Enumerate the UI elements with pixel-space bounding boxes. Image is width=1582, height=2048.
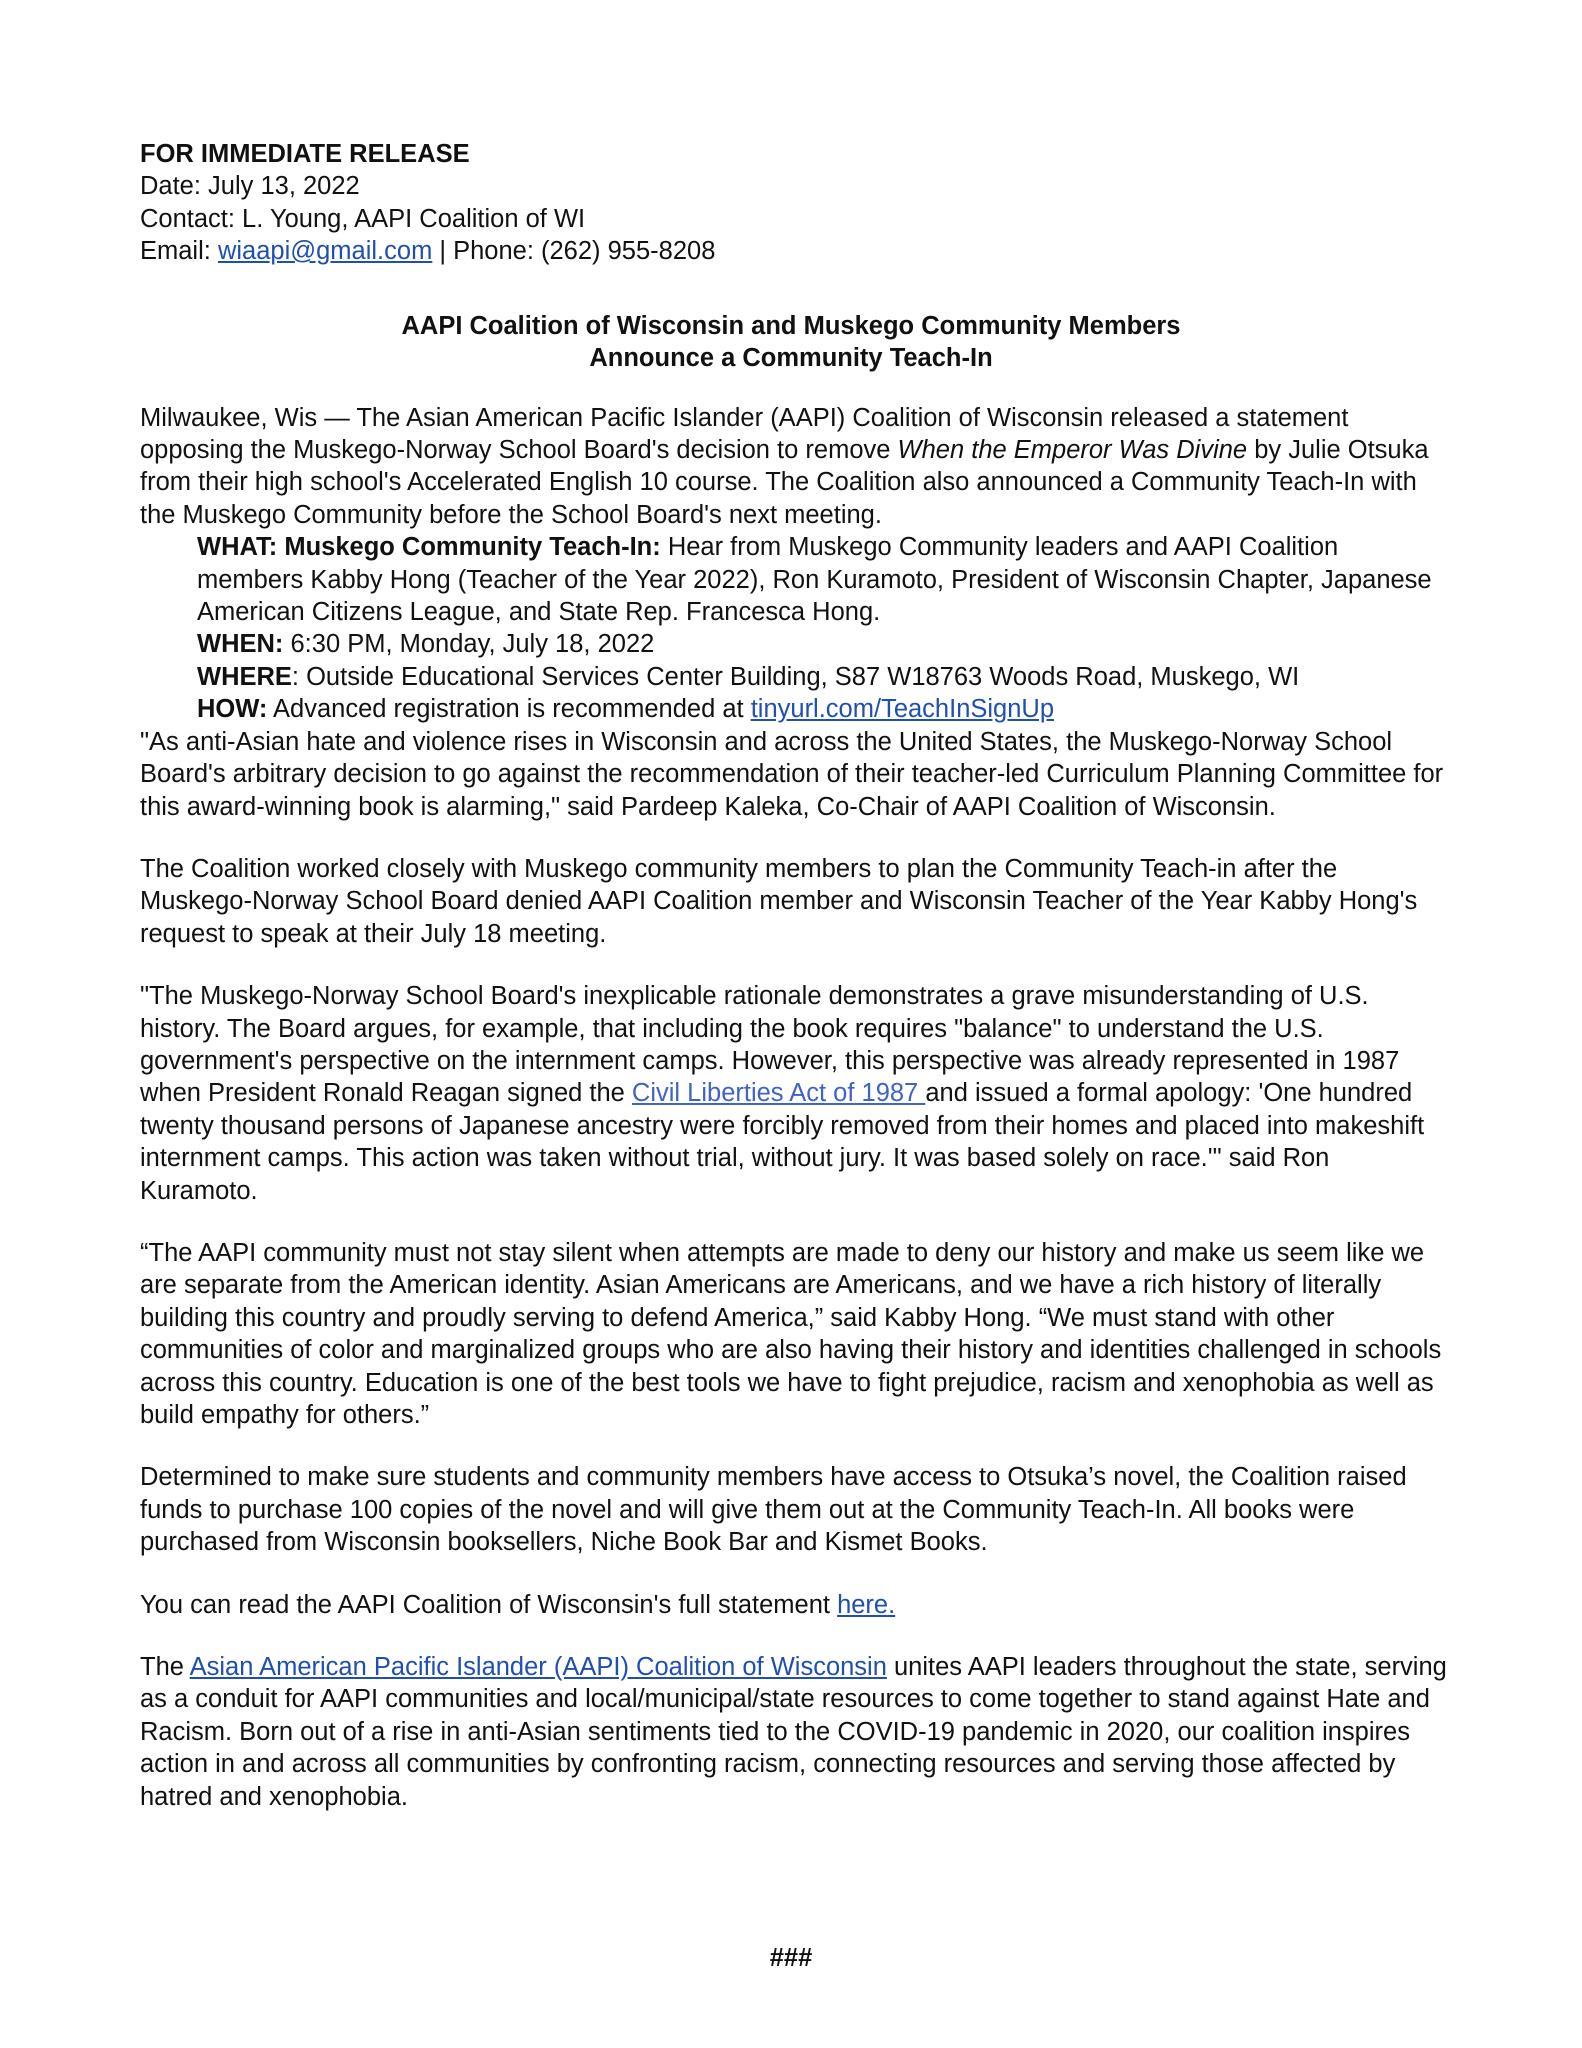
release-header xyxy=(140,138,1450,268)
about-prefix: The xyxy=(140,1653,190,1682)
statement-text: You can read the AAPI Coalition of Wisconsin's full statement xyxy=(140,1590,838,1619)
release-email-phone xyxy=(140,235,1450,267)
civil-liberties-act-link[interactable]: Civil Liberties Act of 1987 xyxy=(631,1079,926,1108)
phone-text: | Phone: (262) 955-8208 xyxy=(432,237,716,266)
where-text: : Outside Educational Services Center Building, S87 W18763 Woods Road, Muskego, WI xyxy=(291,662,1300,691)
press-release-document xyxy=(140,138,1450,1813)
event-where xyxy=(197,661,1450,693)
kaleka-quote-paragraph: "As anti-Asian hate and violence rises in Wisconsin and across the United States, the Muskego-Norway School Board's arbitrary decision to go against the recommendation of their teacher-led Curriculum Planning Committee for this award-winning book is alarming," said Pardeep Kaleka, Co-Chair of AAPI Coalition of Wisconsin. xyxy=(140,727,1444,821)
end-mark: ### xyxy=(769,1944,813,1972)
about-text: unites AAPI leaders throughout the state, serving as a conduit for AAPI communities and local/municipal/state resources to come together to stand against Hate and Racism. Born out of a rise in anti-Asian sentiments tied to the COVID-19 pandemic in 2020, our coalition inspires action in and across all communities by confronting racism, connecting resources and serving those affected by hatred and xenophobia. xyxy=(140,1653,1447,1811)
how-text: Advanced registration is recommended at xyxy=(267,695,751,724)
email-label: Email: xyxy=(140,237,218,266)
intro-text-2: by Julie Otsuka from their high school's Accelerated English 10 course. The Coalition also announced a Community Teach-In with the Muskego Community before the School Board's next meeting. xyxy=(140,436,1429,529)
full-statement-paragraph xyxy=(140,1589,1450,1621)
event-when xyxy=(197,628,1450,660)
kuramoto-text-2: and issued a formal apology: 'One hundred twenty thousand persons of Japanese ancestry were forcibly removed from their homes and placed into makeshift internment camps. This action was taken without trial, without jury. It was based solely on race.'" said Ron Kuramoto. xyxy=(140,1079,1425,1205)
when-text: 6:30 PM, Monday, July 18, 2022 xyxy=(283,630,655,659)
press-release-title xyxy=(0,310,1582,374)
what-label: WHAT: Muskego Community Teach-In: xyxy=(197,533,661,562)
books-paragraph: Determined to make sure students and community members have access to Otsuka’s novel, the Coalition raised funds to purchase 100 copies of the novel and will give them out at the Community Teach-In. All books were purchased from Wisconsin booksellers, Niche Book Bar and Kismet Books. xyxy=(140,1463,1407,1557)
signup-link[interactable]: tinyurl.com/TeachInSignUp xyxy=(750,695,1055,724)
email-link[interactable]: wiaapi@gmail.com xyxy=(217,237,433,266)
full-statement-link[interactable]: here. xyxy=(837,1590,896,1619)
event-what xyxy=(197,531,1450,628)
hong-quote-paragraph: “The AAPI community must not stay silent when attempts are made to deny our history and make us seem like we are separate from the American identity. Asian Americans are Americans, and we have a rich history of literally building this country and proudly serving to defend America,” said Kabby Hong. “We must stand with other communities of color and marginalized groups who are also having their history and identities challenged in schools across this country. Education is one of the best tools we have to fight prejudice, racism and xenophobia as well as build empathy for others.” xyxy=(140,1238,1442,1429)
intro-text-1: Milwaukee, Wis — The Asian American Pacific Islander (AAPI) Coalition of Wisconsin released a statement opposing the Muskego-Norway School Board's decision to remove xyxy=(140,403,1349,465)
book-title: When the Emperor Was Divine xyxy=(897,436,1248,465)
where-label: WHERE xyxy=(197,662,292,691)
what-text: Hear from Muskego Community leaders and AAPI Coalition members Kabby Hong (Teacher of the Year 2022), Ron Kuramoto, President of Wisconsin Chapter, Japanese American Citizens League, and State Rep. Francesca Hong. xyxy=(197,533,1432,627)
when-label: WHEN: xyxy=(197,630,284,659)
release-date: Date: July 13, 2022 xyxy=(140,172,360,201)
title-line-1: AAPI Coalition of Wisconsin and Muskego Community Members xyxy=(401,311,1181,340)
title-line-2: Announce a Community Teach-In xyxy=(589,343,993,372)
how-label: HOW: xyxy=(197,695,268,724)
event-how xyxy=(197,693,1450,725)
about-coalition-paragraph xyxy=(140,1651,1450,1813)
event-details xyxy=(197,531,1450,725)
release-label: FOR IMMEDIATE RELEASE xyxy=(140,140,470,168)
release-contact: Contact: L. Young, AAPI Coalition of WI xyxy=(140,204,586,233)
coalition-worked-paragraph: The Coalition worked closely with Muskego community members to plan the Community Teach-in after the Muskego-Norway School Board denied AAPI Coalition member and Wisconsin Teacher of the Year Kabby Hong's request to speak at their July 18 meeting. xyxy=(140,854,1418,948)
kuramoto-quote-paragraph xyxy=(140,980,1450,1207)
coalition-website-link[interactable]: Asian American Pacific Islander (AAPI) Coalition of Wisconsin xyxy=(189,1653,887,1682)
intro-paragraph xyxy=(140,402,1450,532)
kuramoto-text-1: "The Muskego-Norway School Board's inexplicable rationale demonstrates a grave misunderstanding of U.S. history. The Board argues, for example, that including the book requires "balance" to understand the U.S. government's perspective on the internment camps. However, this perspective was already represented in 1987 when President Ronald Reagan signed the xyxy=(140,982,1400,1108)
